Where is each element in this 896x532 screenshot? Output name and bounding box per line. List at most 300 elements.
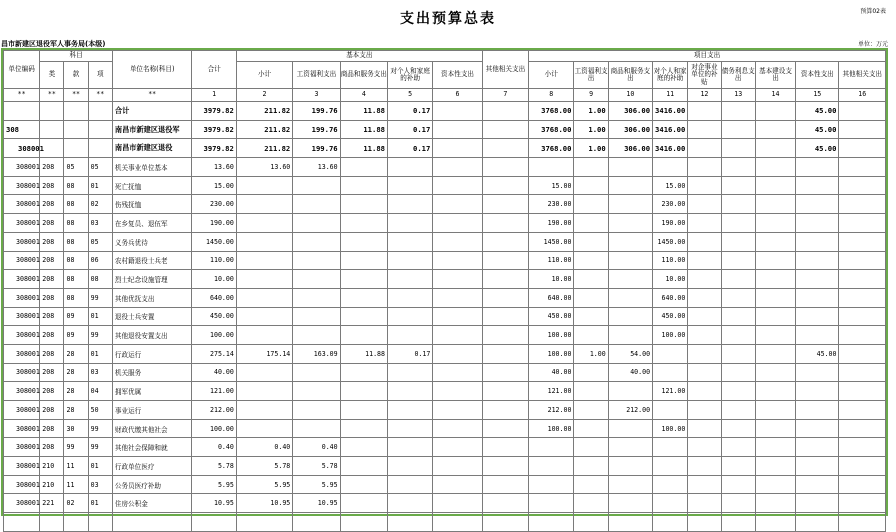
table-cell [755,288,795,307]
table-cell [653,363,688,382]
table-cell [482,251,528,270]
table-cell [387,214,432,233]
col-proj-other: 其他相关支出 [839,62,886,89]
table-cell: 308001 [4,251,40,270]
table-cell: 99 [64,438,88,457]
table-cell: 28 [64,363,88,382]
table-cell [340,438,387,457]
table-cell [433,457,482,476]
table-row [4,158,886,177]
table-cell [293,232,340,251]
table-cell [721,401,755,420]
table-row [4,494,886,513]
table-row [4,457,886,476]
table-cell [340,382,387,401]
table-cell [529,494,574,513]
table-cell [340,513,387,532]
table-cell [608,176,652,195]
table-cell: 09 [64,326,88,345]
table-cell [721,195,755,214]
table-cell [482,326,528,345]
row-name-cell: 合计 [112,102,192,121]
table-cell [482,195,528,214]
table-cell: 5.78 [293,457,340,476]
table-cell: 11.88 [340,344,387,363]
table-cell [688,270,721,289]
table-cell: 211.82 [236,139,292,158]
table-cell: 199.76 [293,139,340,158]
unit-name: 昌市新建区退役军人事务局(本级) [1,40,106,48]
table-cell: 230.00 [192,195,236,214]
table-cell [796,232,839,251]
table-cell [721,363,755,382]
table-cell [688,326,721,345]
table-row [4,139,886,158]
table-cell [112,513,192,532]
table-cell [88,139,112,158]
table-cell: 208 [40,307,64,326]
table-row [4,326,886,345]
table-cell: 221 [40,494,64,513]
table-cell [796,176,839,195]
table-cell: 308001 [4,475,40,494]
table-cell [482,419,528,438]
table-cell [340,401,387,420]
table-cell [688,251,721,270]
table-cell [839,475,886,494]
table-cell [608,251,652,270]
table-cell: 210 [40,475,64,494]
table-cell [64,102,88,121]
table-cell: 100.00 [529,419,574,438]
row-name-cell: 烈士纪念设施管理 [112,270,192,289]
table-cell [433,176,482,195]
table-cell [721,214,755,233]
table-cell [721,232,755,251]
table-cell [482,307,528,326]
table-cell [433,102,482,121]
table-cell: 208 [40,270,64,289]
table-cell [688,307,721,326]
table-cell [653,513,688,532]
table-cell [839,195,886,214]
table-cell [688,102,721,121]
table-cell [574,401,608,420]
table-cell [340,176,387,195]
col-proj-enterprise: 对企事业单位的补贴 [688,62,721,89]
table-cell: 640.00 [653,288,688,307]
table-cell [608,513,652,532]
table-cell: 199.76 [293,120,340,139]
table-cell [839,307,886,326]
table-cell: 01 [88,344,112,363]
table-cell: 275.14 [192,344,236,363]
table-cell [340,232,387,251]
table-cell [387,494,432,513]
table-cell [608,214,652,233]
table-cell [839,288,886,307]
table-cell [755,176,795,195]
table-cell [387,270,432,289]
table-cell [236,195,292,214]
table-cell [293,307,340,326]
table-cell [236,232,292,251]
table-cell [688,158,721,177]
table-row [4,513,886,532]
table-cell [433,382,482,401]
table-cell [688,494,721,513]
table-cell [839,513,886,532]
table-cell [796,382,839,401]
table-cell: 199.76 [293,102,340,121]
table-cell [236,270,292,289]
table-cell [433,158,482,177]
col-proj-capital: 资本性支出 [796,62,839,89]
table-cell [340,158,387,177]
table-cell: 211.82 [236,120,292,139]
table-cell [755,382,795,401]
table-cell [574,382,608,401]
sequence-cell: 14 [755,89,795,102]
table-cell: 08 [64,176,88,195]
table-row [4,419,886,438]
table-row [4,475,886,494]
table-cell: 0.17 [387,120,432,139]
table-cell [608,475,652,494]
table-cell [293,326,340,345]
table-cell [721,176,755,195]
table-cell: 28 [64,344,88,363]
table-cell [340,363,387,382]
table-cell [839,120,886,139]
table-cell [608,288,652,307]
table-cell: 3768.00 [529,139,574,158]
table-cell: 10.95 [236,494,292,513]
table-cell: 208 [40,326,64,345]
table-cell [721,307,755,326]
table-cell [721,438,755,457]
table-cell [755,401,795,420]
table-cell: 208 [40,251,64,270]
table-cell [529,475,574,494]
table-cell [755,363,795,382]
row-name-cell: 机关事业单位基本 [112,158,192,177]
table-cell [387,195,432,214]
table-cell: 208 [40,419,64,438]
table-cell: 208 [40,363,64,382]
col-project: 项目支出 [529,51,886,62]
table-cell [433,195,482,214]
unit-label: 单位：万元 [857,41,888,48]
row-name-cell: 机关服务 [112,363,192,382]
sequence-cell: 9 [574,89,608,102]
table-cell: 50 [88,401,112,420]
table-cell: 212.00 [192,401,236,420]
table-cell [387,251,432,270]
table-cell [796,195,839,214]
table-cell [796,419,839,438]
table-cell [387,475,432,494]
table-cell [688,457,721,476]
table-cell: 45.00 [796,120,839,139]
col-proj-construction: 基本建设支出 [755,62,795,89]
table-cell [387,401,432,420]
table-cell: 03 [88,363,112,382]
table-cell [721,120,755,139]
table-row [4,363,886,382]
col-subject: 科目 [40,51,113,62]
col-total: 合计 [192,51,236,89]
table-cell [433,120,482,139]
table-cell [64,139,88,158]
table-cell: 208 [40,176,64,195]
table-cell [433,139,482,158]
row-name-cell: 其他优抚支出 [112,288,192,307]
table-cell [839,214,886,233]
table-cell [387,438,432,457]
table-cell: 01 [88,176,112,195]
table-cell [340,307,387,326]
table-cell [608,232,652,251]
table-cell: 110.00 [529,251,574,270]
table-cell: 1.00 [574,139,608,158]
table-cell [653,494,688,513]
table-cell: 0.17 [387,139,432,158]
col-kuan: 款 [64,62,88,89]
table-cell [755,326,795,345]
table-cell [4,102,40,121]
table-cell: 1.00 [574,120,608,139]
table-cell: 45.00 [796,344,839,363]
row-name-cell: 在乡复员、退伍军 [112,214,192,233]
table-cell [796,214,839,233]
row-name-cell: 南昌市新建区退役 [112,139,192,158]
table-cell: 15.00 [529,176,574,195]
table-cell: 08 [64,232,88,251]
table-cell [574,494,608,513]
table-cell: 306.00 [608,120,652,139]
table-cell [688,363,721,382]
table-cell: 08 [64,214,88,233]
table-cell [293,363,340,382]
table-cell [755,251,795,270]
table-cell [721,326,755,345]
sequence-row [4,89,886,102]
table-cell [482,363,528,382]
table-cell: 01 [88,307,112,326]
table-cell: 163.09 [293,344,340,363]
table-cell: 30 [64,419,88,438]
col-basic: 基本支出 [236,51,482,62]
table-cell [796,401,839,420]
table-cell: 308001 [4,438,40,457]
table-cell: 1450.00 [192,232,236,251]
table-cell [482,102,528,121]
table-cell [839,344,886,363]
table-cell [839,419,886,438]
table-cell [688,419,721,438]
table-cell [653,344,688,363]
table-cell [574,307,608,326]
table-cell [755,457,795,476]
table-cell [839,139,886,158]
table-row [4,214,886,233]
table-cell [839,270,886,289]
table-cell: 09 [64,307,88,326]
table-cell: 28 [64,382,88,401]
table-cell: 308001 [4,363,40,382]
table-cell: 06 [88,251,112,270]
table-cell [340,288,387,307]
table-cell [721,513,755,532]
table-cell [721,419,755,438]
table-cell [796,457,839,476]
table-cell: 308001 [4,382,40,401]
table-cell [236,419,292,438]
table-cell [433,326,482,345]
table-cell: 1450.00 [529,232,574,251]
col-proj-wage: 工资福利支出 [574,62,608,89]
table-cell [608,457,652,476]
table-cell: 04 [88,382,112,401]
sequence-cell: 16 [839,89,886,102]
table-cell [433,513,482,532]
table-cell [755,139,795,158]
table-cell: 40.00 [529,363,574,382]
table-cell: 1.00 [574,344,608,363]
table-cell: 5.95 [192,475,236,494]
table-cell [340,475,387,494]
table-cell: 15.00 [653,176,688,195]
table-cell: 0.17 [387,102,432,121]
table-cell [293,382,340,401]
table-row [4,176,886,195]
row-name-cell: 其他退役安置支出 [112,326,192,345]
table-cell: 175.14 [236,344,292,363]
table-cell [293,214,340,233]
col-class: 类 [40,62,64,89]
table-cell [721,270,755,289]
table-cell [387,326,432,345]
table-cell [433,363,482,382]
table-cell [236,251,292,270]
table-cell: 308001 [4,158,40,177]
table-cell [64,513,88,532]
sequence-cell: 6 [433,89,482,102]
table-cell: 11.88 [340,120,387,139]
budget-table-container [1,48,888,516]
table-cell [755,513,795,532]
table-cell: 210 [40,457,64,476]
row-name-cell: 行政单位医疗 [112,457,192,476]
table-cell [653,158,688,177]
table-cell: 308001 [4,195,40,214]
table-cell: 190.00 [529,214,574,233]
table-cell: 308001 [4,270,40,289]
table-cell [796,307,839,326]
table-cell [574,363,608,382]
table-cell [387,288,432,307]
table-cell [482,457,528,476]
sequence-cell: ** [112,89,192,102]
table-cell: 100.00 [529,326,574,345]
table-cell [236,214,292,233]
table-cell: 13.60 [293,158,340,177]
sequence-cell: 13 [721,89,755,102]
table-cell [721,251,755,270]
table-row [4,232,886,251]
sequence-cell: 4 [340,89,387,102]
table-cell: 208 [40,288,64,307]
table-cell [574,176,608,195]
table-cell: 03 [88,475,112,494]
table-row [4,344,886,363]
budget-table [3,50,886,532]
table-number: 预算02表 [860,8,886,15]
table-cell [482,158,528,177]
table-cell [839,232,886,251]
table-cell [433,288,482,307]
table-cell [721,344,755,363]
table-cell [574,195,608,214]
table-cell [755,158,795,177]
table-row [4,120,886,139]
table-cell [755,494,795,513]
sequence-cell: ** [4,89,40,102]
table-cell: 08 [64,288,88,307]
table-cell [529,158,574,177]
sequence-cell: 5 [387,89,432,102]
table-cell [293,401,340,420]
table-cell [839,102,886,121]
table-cell [387,158,432,177]
table-cell [796,158,839,177]
table-cell [433,401,482,420]
table-cell: 28 [64,401,88,420]
col-proj-personal: 对个人和家庭的补助 [653,62,688,89]
col-basic-goods: 商品和服务支出 [340,62,387,89]
table-cell [721,494,755,513]
table-cell [839,382,886,401]
table-cell [433,251,482,270]
table-cell [608,158,652,177]
table-cell: 99 [88,288,112,307]
table-cell: 01 [88,494,112,513]
table-cell: 3416.00 [653,139,688,158]
table-cell: 1.00 [574,102,608,121]
table-cell [293,419,340,438]
sequence-cell: ** [40,89,64,102]
table-cell [839,401,886,420]
table-cell [340,326,387,345]
table-cell: 05 [88,232,112,251]
table-cell: 3768.00 [529,102,574,121]
table-cell: 208 [40,382,64,401]
table-cell [387,232,432,251]
table-cell [64,120,88,139]
table-cell [293,176,340,195]
table-cell: 100.00 [653,326,688,345]
table-cell [236,176,292,195]
table-cell [236,326,292,345]
table-cell: 308001 [4,307,40,326]
table-cell [721,158,755,177]
table-cell: 208 [40,401,64,420]
table-cell [293,513,340,532]
table-cell: 308001 [4,139,40,158]
table-cell [482,288,528,307]
table-cell: 11 [64,475,88,494]
